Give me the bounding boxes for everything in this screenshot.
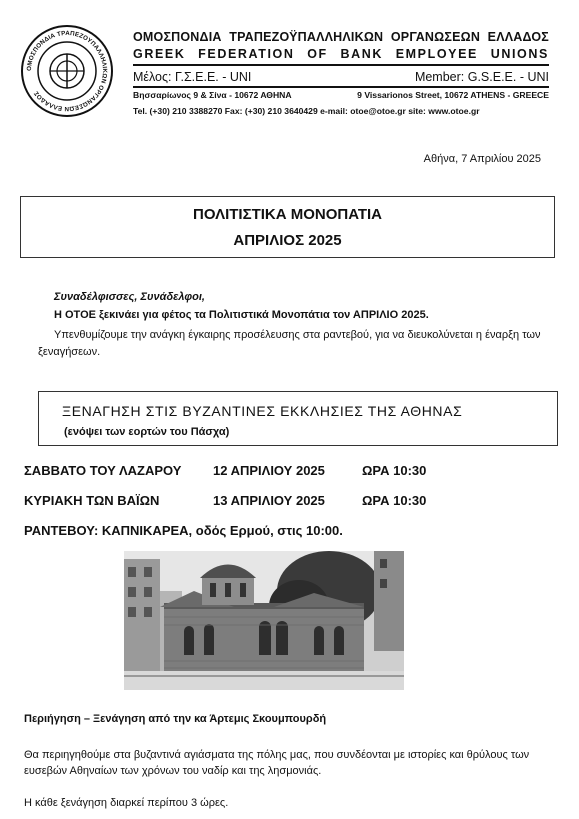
- schedule-day: ΣΑΒΒΑΤΟ ΤΟΥ ΛΑΖΑΡΟΥ: [24, 463, 182, 478]
- title-line-2: ΑΠΡΙΛΙΟΣ 2025: [233, 232, 342, 249]
- member-greek: Μέλος: Γ.Σ.Ε.Ε. - UNI: [133, 70, 252, 84]
- address-greek: Βησσαρίωνος 9 & Σίνα - 10672 ΑΘΗΝΑ: [133, 90, 292, 100]
- tour-description: Θα περιηγηθούμε στα βυζαντινά αγιάσματα της πόλης μας, που συνδέονται με ιστορίες και θρύλους των ευσεβών Αθηναίων των χρόνων του ναδίρ και της λησμονιάς.: [24, 749, 530, 777]
- otoe-seal-logo: [20, 24, 114, 118]
- title-box: [20, 196, 555, 258]
- reminder-text: Υπενθυμίζουμε την ανάγκη έγκαιρης προσέλευσης στα ραντεβού, για να διευκολύνεται η έναρξη των ξεναγήσεων.: [38, 329, 541, 358]
- org-name-english: [133, 47, 549, 61]
- guide-credit: Περιήγηση – Ξενάγηση από την κα Άρτεμις Σκουμπουρδή: [24, 713, 327, 725]
- org-name-english-word: OF: [307, 47, 328, 61]
- contact-line: Tel. (+30) 210 3388270 Fax: (+30) 210 3640429 e-mail: otoe@otoe.gr site: www.otoe.gr: [133, 106, 480, 116]
- schedule-date: 13 ΑΠΡΙΛΙΟΥ 2025: [213, 493, 325, 508]
- address-english: 9 Vissarionos Street, 10672 ATHENS - GREECE: [357, 90, 549, 100]
- letterhead-rule: [133, 86, 549, 88]
- org-name-english-word: UNIONS: [490, 47, 549, 61]
- org-name-english-word: FEDERATION: [198, 47, 295, 61]
- tour-heading: ΞΕΝΑΓΗΣΗ ΣΤΙΣ ΒΥΖΑΝΤΙΝΕΣ ΕΚΚΛΗΣΙΕΣ ΤΗΣ ΑΘΗΝΑΣ: [62, 403, 463, 419]
- kapnikarea-church-photo: [124, 551, 404, 690]
- org-name-greek-word: ΤΡΑΠΕΖΟΫΠΑΛΛΗΛΙΚΩΝ: [229, 30, 384, 44]
- tour-subheading: (ενόψει των εορτών του Πάσχα): [64, 426, 230, 438]
- schedule-time: ΩΡΑ 10:30: [362, 463, 427, 478]
- org-name-english-word: BANK: [340, 47, 384, 61]
- seal-ring-text: ΟΜΟΣΠΟΝΔΙΑ ΤΡΑΠΕΖΟΥΠΑΛΛΗΛΙΚΩΝ ΟΡΓΑΝΩΣΕΩΝ ΕΛΛΑΔΟΣ: [25, 29, 109, 113]
- greeting: Συναδέλφισσες, Συνάδελφοι,: [54, 291, 205, 303]
- schedule-day: ΚΥΡΙΑΚΗ ΤΩΝ ΒΑΪΩΝ: [24, 493, 160, 508]
- letter-date: Αθήνα, 7 Απριλίου 2025: [423, 153, 541, 165]
- org-name-greek-word: ΟΡΓΑΝΩΣΕΩΝ: [390, 30, 481, 44]
- address-line: [133, 90, 549, 100]
- tour-duration: Η κάθε ξενάγηση διαρκεί περίπου 3 ώρες.: [24, 797, 229, 809]
- letterhead-rule: [133, 64, 549, 66]
- org-name-english-word: GREEK: [133, 47, 186, 61]
- schedule-date: 12 ΑΠΡΙΛΙΟΥ 2025: [213, 463, 325, 478]
- schedule-time: ΩΡΑ 10:30: [362, 493, 427, 508]
- member-english: Member: G.S.E.E. - UNI: [414, 70, 549, 84]
- org-name-greek-word: ΟΜΟΣΠΟΝΔΙΑ: [133, 30, 222, 44]
- org-name-greek-word: ΕΛΛΑΔΟΣ: [487, 30, 549, 44]
- tour-box: [38, 391, 558, 446]
- meeting-point: ΡΑΝΤΕΒΟΥ: ΚΑΠΝΙΚΑΡΕΑ, οδός Ερμού, στις 10:00.: [24, 523, 343, 538]
- intro-text: Η ΟΤΟΕ ξεκινάει για φέτος τα Πολιτιστικά Μονοπάτια τον ΑΠΡΙΛΙΟ 2025.: [54, 309, 429, 321]
- membership-line: [133, 70, 549, 84]
- org-name-english-word: EMPLOYEE: [395, 47, 478, 61]
- title-line-1: ΠΟΛΙΤΙΣΤΙΚΑ ΜΟΝΟΠΑΤΙΑ: [192, 206, 382, 223]
- org-name-greek: [133, 30, 549, 44]
